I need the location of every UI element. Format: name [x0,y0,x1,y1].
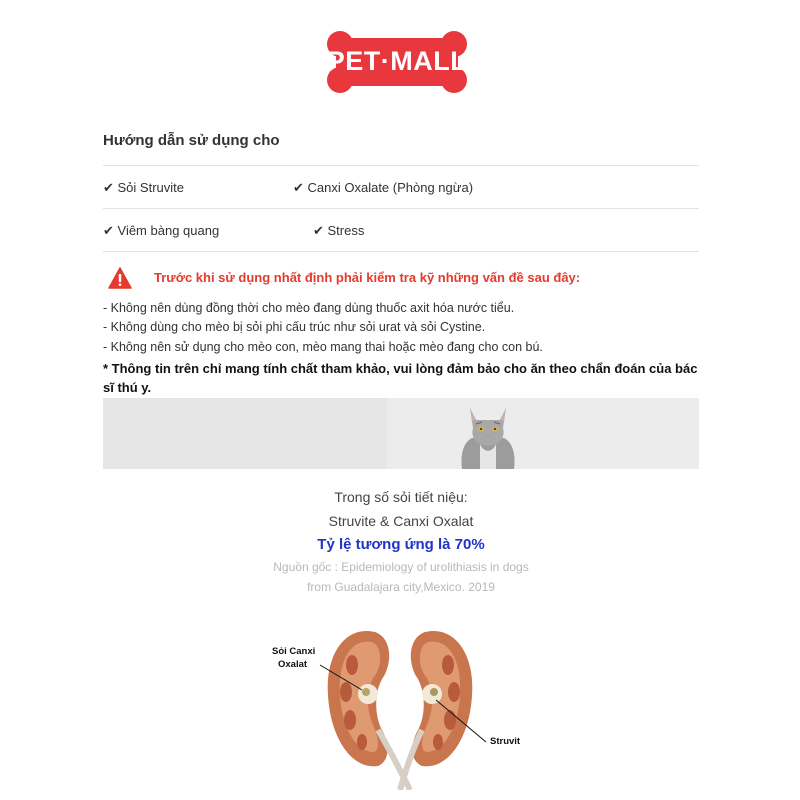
stat-highlight: Tỷ lệ tương ứng là 70% [317,536,485,553]
stat-line-1: Trong số sỏi tiết niệu: [334,489,468,505]
divider [103,208,699,209]
source-line-1: Nguồn gốc : Epidemiology of urolithiasis in dogs [273,560,529,574]
divider [103,165,699,166]
check-struvite: ✔ Sỏi Struvite [103,180,184,195]
label-canxi-oxalat-2: Oxalat [278,659,308,670]
logo-text: PET·MALL [326,46,468,76]
cat-banner [103,398,699,469]
check-viem-bang-quang: ✔ Viêm bàng quang [103,223,220,238]
disclaimer-note: * Thông tin trên chỉ mang tính chất tham khảo, vui lòng đảm bảo cho ăn theo chẩn đoán của bác sĩ thú y. [103,361,698,395]
divider [103,251,699,252]
label-struvit: Struvit [490,736,521,747]
check-canxi-oxalate: ✔ Canxi Oxalate (Phòng ngừa) [293,180,474,195]
warning-line-3: - Không nên sử dụng cho mèo con, mèo mang thai hoặc mèo đang cho con bú. [103,340,543,354]
check-stress: ✔ Stress [313,223,365,238]
stat-line-2: Struvite & Canxi Oxalat [328,513,474,529]
warning-triangle-icon [108,267,132,289]
warning-line-2: - Không dùng cho mèo bị sỏi phi cấu trúc như sỏi urat và sỏi Cystine. [103,320,486,334]
warning-title: Trước khi sử dụng nhất định phải kiểm tra kỹ những vấn đề sau đây: [154,270,581,285]
warning-row [108,267,708,293]
usage-title: Hướng dẫn sử dụng cho [103,132,280,149]
kidney-diagram [250,620,550,790]
cat-image [448,398,528,469]
source-line-2: from Guadalajara city,Mexico. 2019 [307,580,495,594]
warning-line-1: - Không nên dùng đồng thời cho mèo đang dùng thuốc axit hóa nước tiểu. [103,301,515,315]
pet-mall-logo [326,29,468,95]
label-canxi-oxalat-1: Sỏi Canxi [272,646,316,657]
